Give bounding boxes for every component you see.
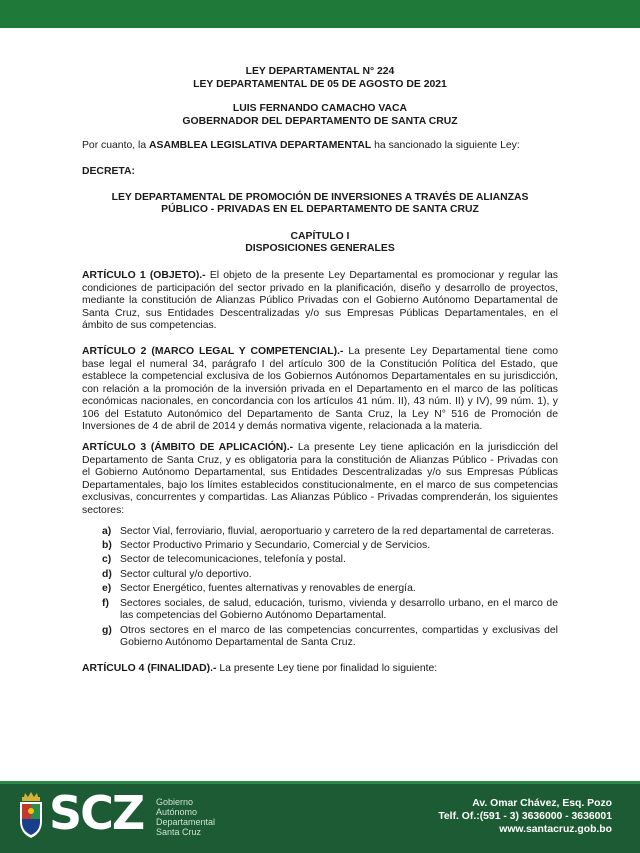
chapter-name: DISPOSICIONES GENERALES	[245, 243, 395, 255]
assembly-name: ASAMBLEA LEGISLATIVA DEPARTAMENTAL	[149, 140, 372, 152]
decreta-heading: DECRETA:	[82, 165, 135, 177]
website-link[interactable]: www.santacruz.gob.bo	[499, 824, 612, 835]
contact-info	[438, 797, 612, 836]
list-item: e) Sector Energético, fuentes alternativas y renovables de energía.	[102, 583, 416, 595]
article-4: ARTÍCULO 4 (FINALIDAD).- La presente Ley tiene por finalidad lo siguiente:	[82, 662, 438, 674]
gov-name: Gobierno Autónomo Departamental Santa Cruz	[156, 797, 216, 837]
governor-name: LUIS FERNANDO CAMACHO VACA	[232, 103, 408, 115]
list-item: d) Sector cultural y/o deportivo.	[102, 568, 252, 580]
list-item: c) Sector de telecomunicaciones, telefonía y postal.	[102, 554, 346, 566]
law-date: LEY DEPARTAMENTAL DE 05 DE AGOSTO DE 2021	[193, 78, 447, 90]
governor-title: GOBERNADOR DEL DEPARTAMENTO DE SANTA CRUZ	[182, 115, 458, 127]
chapter-number: CAPÍTULO I	[290, 230, 350, 242]
sector-list	[102, 526, 558, 650]
document-body	[82, 66, 558, 675]
scz-logo: SCZ	[49, 786, 144, 840]
coat-of-arms-icon	[16, 791, 46, 841]
phone: Telf. Of.:(591 - 3) 3636000 - 3636001	[438, 811, 612, 822]
footer-accent-line	[0, 781, 640, 784]
address: Av. Omar Chávez, Esq. Pozo	[472, 798, 612, 809]
article-2: ARTÍCULO 2 (MARCO LEGAL Y COMPETENCIAL).- La presente Ley Departamental tiene como base legal el numeral 34, parágrafo I del artículo 300 de la Constitución Política del Estado, que establece la competencial exclusiva de los Gobiernos Autónomos Departamentales en su jurisdicción, con relación a la promoción de la inversión privada en el Departamento en el marco de las políticas económicas nacionales, en concordancia con los artículos 41 núm. II), 43 núm. II) y IV), 99 núm. 1), y 106 del Estatuto Autonómico del Departamento de Santa Cruz, la Ley N° 516 de Promoción de Inversiones de 4 de abril de 2014 y demás normativa vigente, relacionada a la materia.	[82, 345, 558, 433]
list-item: a) Sector Vial, ferroviario, fluvial, aeroportuario y carretero de la red departamental de carreteras.	[102, 525, 555, 537]
law-number: LEY DEPARTAMENTAL N° 224	[245, 66, 395, 77]
article-1: ARTÍCULO 1 (OBJETO).- El objeto de la presente Ley Departamental es promocionar y regular las condiciones de participación del sector privado en la planificación, diseño y desarrollo de proyectos, mediante la constitución de Alianzas Público Privadas con el Gobierno Autónomo Departamental de Santa Cruz, sus Entidades Descentralizadas y/o sus Empresas Públicas Departamentales, en el ámbito de sus competencias.	[82, 269, 558, 332]
article-3: ARTÍCULO 3 (ÁMBITO DE APLICACIÓN).- La presente Ley tiene aplicación en la jurisdicción del Departamento de Santa Cruz, y es obligatoria para la constitución de Alianzas Público - Privadas con el Gobierno Autónomo Departamental, sus Entidades Descentralizadas y/o sus Empresas Públicas Departamentales, bajo los límites establecidos constitucionalmente, en el marco de sus competencias exclusivas, concurrentes y compartidas. Las Alianzas Público - Privadas comprenderán, los siguientes sectores:	[82, 442, 558, 517]
intro-paragraph: Por cuanto, la ASAMBLEA LEGISLATIVA DEPARTAMENTAL ha sancionado la siguiente Ley:	[82, 140, 520, 152]
chapter-heading	[82, 231, 558, 256]
list-item: b) Sector Productivo Primario y Secundario, Comercial y de Servicios.	[102, 540, 431, 552]
top-green-bar	[0, 0, 640, 28]
list-item: f) Sectores sociales, de salud, educación, turismo, vivienda y desarrollo urbano, en el marco de las competencias del Gobierno Autónomo Departamental.	[102, 597, 558, 622]
law-title: LEY DEPARTAMENTAL DE PROMOCIÓN DE INVERSIONES A TRAVÉS DE ALIANZAS PÚBLICO - PRIVADAS EN EL DEPARTAMENTO DE SANTA CRUZ	[111, 191, 529, 216]
list-item: g) Otros sectores en el marco de las competencias concurrentes, compartidas y exclusivas del Gobierno Autónomo Departamental de Santa Cruz.	[102, 624, 558, 649]
